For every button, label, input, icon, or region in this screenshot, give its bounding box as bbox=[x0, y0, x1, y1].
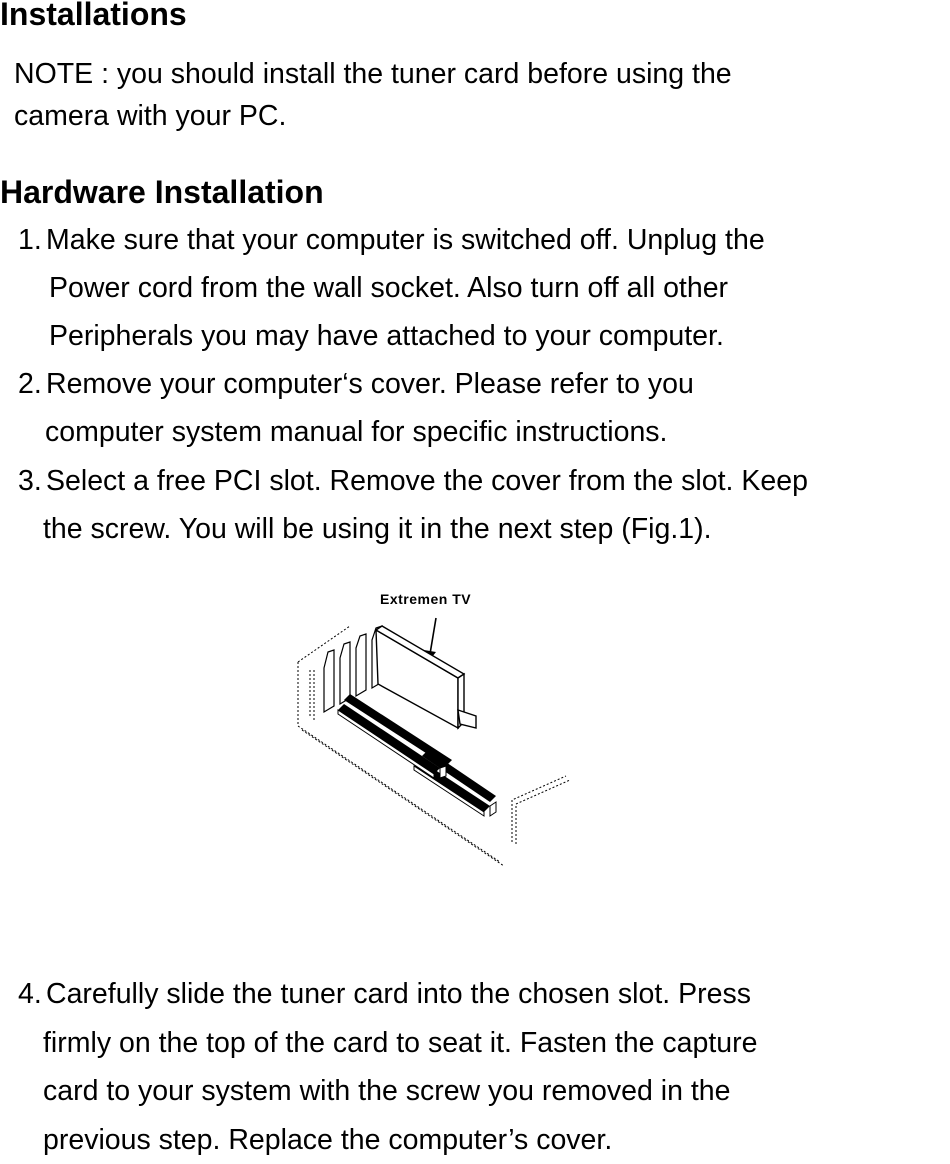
step-2-number: 2. bbox=[18, 360, 46, 408]
step-1-line-3: Peripherals you may have attached to your computer. bbox=[18, 312, 938, 360]
step-4-line-1 bbox=[18, 970, 938, 1019]
pci-card-install-illustration bbox=[290, 590, 580, 880]
step-1-text-1: Make sure that your computer is switched off. Unplug the bbox=[46, 224, 765, 256]
step-3-line-2: the screw. You will be using it in the next step (Fig.1). bbox=[18, 505, 938, 553]
step-1 bbox=[18, 216, 938, 360]
step-3-text-1: Select a free PCI slot. Remove the cover from the slot. Keep bbox=[46, 465, 808, 497]
note-line-1: NOTE : you should install the tuner card before using the bbox=[14, 53, 732, 95]
step-4-line-3: card to your system with the screw you removed in the bbox=[18, 1067, 938, 1116]
tuner-card bbox=[376, 626, 476, 728]
note-line-2: camera with your PC. bbox=[14, 95, 732, 137]
pci-slots bbox=[338, 694, 496, 816]
step-1-line-1 bbox=[18, 216, 938, 264]
step-4 bbox=[18, 970, 938, 1164]
step-1-number: 1. bbox=[18, 216, 46, 264]
step-2 bbox=[18, 360, 938, 456]
step-3 bbox=[18, 457, 938, 553]
step-3-number: 3. bbox=[18, 457, 46, 505]
step-3-line-1 bbox=[18, 457, 938, 505]
step-1-line-2: Power cord from the wall socket. Also turn off all other bbox=[18, 264, 938, 312]
hardware-installation-heading: Hardware Installation bbox=[0, 174, 324, 210]
step-4-text-1: Carefully slide the tuner card into the chosen slot. Press bbox=[46, 978, 751, 1010]
note-paragraph bbox=[14, 53, 732, 137]
step-2-line-1 bbox=[18, 360, 938, 408]
step-4-line-4: previous step. Replace the computer’s cover. bbox=[18, 1116, 938, 1164]
step-2-line-2: computer system manual for specific instructions. bbox=[18, 408, 938, 456]
figure-label: Extremen TV bbox=[380, 591, 471, 607]
step-4-number: 4. bbox=[18, 970, 46, 1019]
step-4-line-2: firmly on the top of the card to seat it. Fasten the capture bbox=[18, 1019, 938, 1068]
step-2-text-1: Remove your computer‘s cover. Please refer to you bbox=[46, 368, 694, 400]
page-title: Installations bbox=[0, 0, 187, 32]
